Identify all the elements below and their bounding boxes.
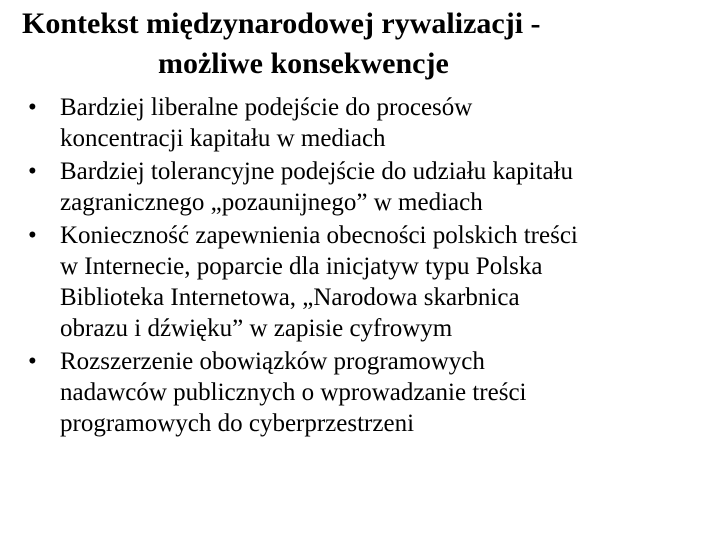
bullet-line: Rozszerzenie obowiązków programowych [60, 348, 485, 375]
bullet-icon: • [28, 158, 37, 185]
bullet-item-3 [28, 220, 718, 344]
bullet-line: nadawców publicznych o wprowadzanie treści [60, 379, 527, 406]
bullet-item-2 [28, 156, 718, 218]
bullet-icon: • [28, 348, 37, 375]
bullet-line: Bardziej liberalne podejście do procesów [60, 94, 473, 121]
bullet-list [28, 92, 718, 441]
bullet-text [60, 156, 718, 218]
bullet-line: programowych do cyberprzestrzeni [60, 410, 415, 437]
bullet-text [60, 346, 718, 439]
bullet-line: Konieczność zapewnienia obecności polskich treści [60, 222, 578, 249]
bullet-line: zagranicznego „pozaunijnego” w mediach [60, 189, 483, 216]
bullet-text [60, 92, 718, 154]
slide-title [22, 4, 702, 84]
bullet-line: Biblioteka Internetowa, „Narodowa skarbnica [60, 284, 520, 311]
bullet-item-1 [28, 92, 718, 154]
bullet-line: Bardziej tolerancyjne podejście do udziału kapitału [60, 158, 574, 185]
slide-title-line-1: Kontekst międzynarodowej rywalizacji - [22, 7, 541, 40]
bullet-line: w Internecie, poparcie dla inicjatyw typu Polska [60, 253, 543, 280]
bullet-text [60, 220, 718, 344]
bullet-icon: • [28, 94, 37, 121]
bullet-item-4 [28, 346, 718, 439]
bullet-line: obrazu i dźwięku” w zapisie cyfrowym [60, 315, 453, 342]
bullet-line: koncentracji kapitału w mediach [60, 125, 386, 152]
slide-title-line-2: możliwe konsekwencje [158, 47, 449, 80]
bullet-icon: • [28, 222, 37, 249]
